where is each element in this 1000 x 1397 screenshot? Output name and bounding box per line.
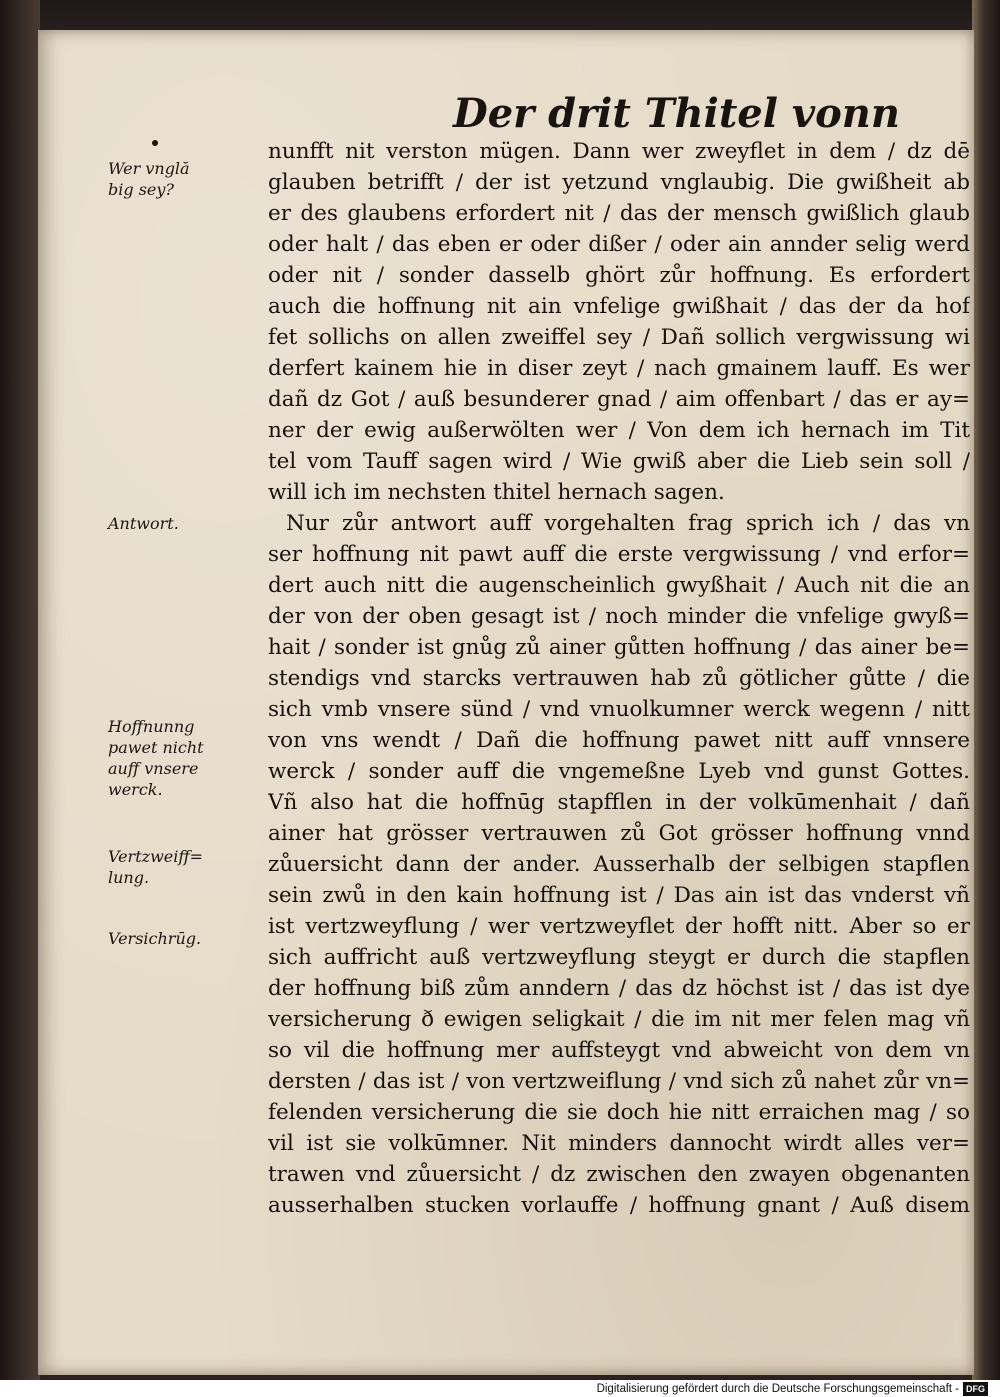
margin-note-line: Antwort. [108, 514, 179, 533]
dfg-logo: DFG [963, 1382, 988, 1396]
text-line: sich vmb vnsere sünd / vnd vnuolkumner werck wegenn / nitt [268, 697, 970, 722]
margin-note-line: Versichrūg. [108, 929, 202, 948]
text-line: will ich im nechsten thitel hernach sagen. [268, 480, 725, 505]
text-line: sich auffricht auß vertzweyflung steygt er durch die stapflen [268, 945, 970, 970]
margin-note-line: pawet nicht [108, 738, 204, 757]
margin-note-line: werck. [108, 780, 163, 799]
text-line: sein zwů in den kain hoffnung ist / Das ain ist das vnderst vñ [268, 883, 970, 908]
text-line: er des glaubens erfordert nit / das der mensch gwißlich glaub [268, 201, 970, 226]
text-line: vil ist sie volkūmner. Nit minders dannocht wirdt alles ver= [268, 1131, 970, 1156]
margin-note-5 [108, 928, 266, 949]
margin-mark [152, 140, 158, 146]
text-line: derfert kainem hie in diser zeyt / nach gmainem lauff. Es wer [268, 356, 970, 381]
margin-note-2 [108, 513, 266, 534]
body-text [268, 136, 970, 1221]
text-line: fet sollichs on allen zweiffel sey / Dañ sollich vergwissung wi [268, 325, 970, 350]
text-line: von vns wendt / Dañ die hoffnung pawet nitt auff vnnsere [268, 728, 970, 753]
margin-note-line: lung. [108, 868, 150, 887]
margin-note-1 [108, 158, 266, 200]
text-line: trawen vnd zůuersicht / dz zwischen den zwayen obgenanten [268, 1162, 970, 1187]
text-line: ner der ewig außerwölten wer / Von dem ich hernach im Tit [268, 418, 970, 443]
text-line: dañ dz Got / auß besunderer gnad / aim offenbart / das er ay= [268, 387, 970, 412]
text-line: Vñ also hat die hoffnūg stapfflen in der volkūmenhait / dañ [268, 790, 970, 815]
text-line: tel vom Tauff sagen wird / Wie gwiß aber die Lieb sein soll / [268, 449, 970, 474]
running-headline: Der drit Thitel vonn [453, 90, 900, 137]
text-line: dert auch nitt die augenscheinlich gwyßhait / Auch nit die an [268, 573, 970, 598]
text-line: auch die hoffnung nit ain vnfelige gwißhait / das der da hof [268, 294, 970, 319]
text-line: der hoffnung biß zům anndern / das dz höchst ist / das ist dye [268, 976, 970, 1001]
text-line: stendigs vnd starcks vertrauwen hab zů götlicher gůtte / die [268, 666, 970, 691]
text-line: nunfft nit verston mügen. Dann wer zweyflet in dem / dz dē [268, 139, 970, 164]
text-line: ser hoffnung nit pawt auff die erste vergwissung / vnd erfor= [268, 542, 970, 567]
margin-note-line: Wer vnglă [108, 159, 190, 178]
text-line: versicherung ð ewigen seligkait / die im nit mer felen mag vñ [268, 1007, 970, 1032]
margin-note-3 [108, 716, 266, 800]
page-stack-edge [972, 0, 1000, 1380]
text-line: ainer hat grösser vertrauwen zů Got grösser hoffnung vnnd [268, 821, 970, 846]
margin-note-line: Vertzweiff= [108, 847, 204, 866]
text-line: dersten / das ist / von vertzweiflung / vnd sich zů nahet zůr vn= [268, 1069, 970, 1094]
text-line: ausserhalben stucken vorlauffe / hoffnung gnant / Auß disem [268, 1193, 970, 1218]
text-line: oder nit / sonder dasselb ghört zůr hoffnung. Es erfordert [268, 263, 970, 288]
text-line: ist vertzweyflung / wer vertzweyflet der hofft nitt. Aber so er [268, 914, 970, 939]
text-line: zůuersicht dann der ander. Ausserhalb der selbigen stapflen [268, 852, 970, 877]
margin-note-line: Hoffnunng [108, 717, 195, 736]
text-line: hait / sonder ist gnůg zů ainer gůtten hoffnung / das ainer be= [268, 635, 970, 660]
digitization-credit [597, 1381, 988, 1397]
text-line: glauben betrifft / der ist yetzund vnglaubig. Die gwißheit ab [268, 170, 970, 195]
text-line: werck / sonder auff die vngemeßne Lyeb vnd gunst Gottes. [268, 759, 970, 784]
credit-text: Digitalisierung gefördert durch die Deutsche Forschungsgemeinschaft - [596, 1383, 959, 1395]
text-line: der von der oben gesagt ist / noch minder die vnfelige gwyß= [268, 604, 970, 629]
text-line: so vil die hoffnung mer auffsteygt vnd abweicht von dem vn [268, 1038, 970, 1063]
text-line: oder halt / das eben er oder dißer / oder ain annder selig werd [268, 232, 970, 257]
book-spine-edge [0, 0, 40, 1380]
text-line: Nur zůr antwort auff vorgehalten frag sprich ich / das vn [286, 511, 970, 536]
margin-note-line: big sey? [108, 180, 174, 199]
text-line: felenden versicherung die sie doch hie nitt erraichen mag / so [268, 1100, 970, 1125]
margin-note-4 [108, 846, 266, 888]
margin-note-line: auff vnsere [108, 759, 199, 778]
